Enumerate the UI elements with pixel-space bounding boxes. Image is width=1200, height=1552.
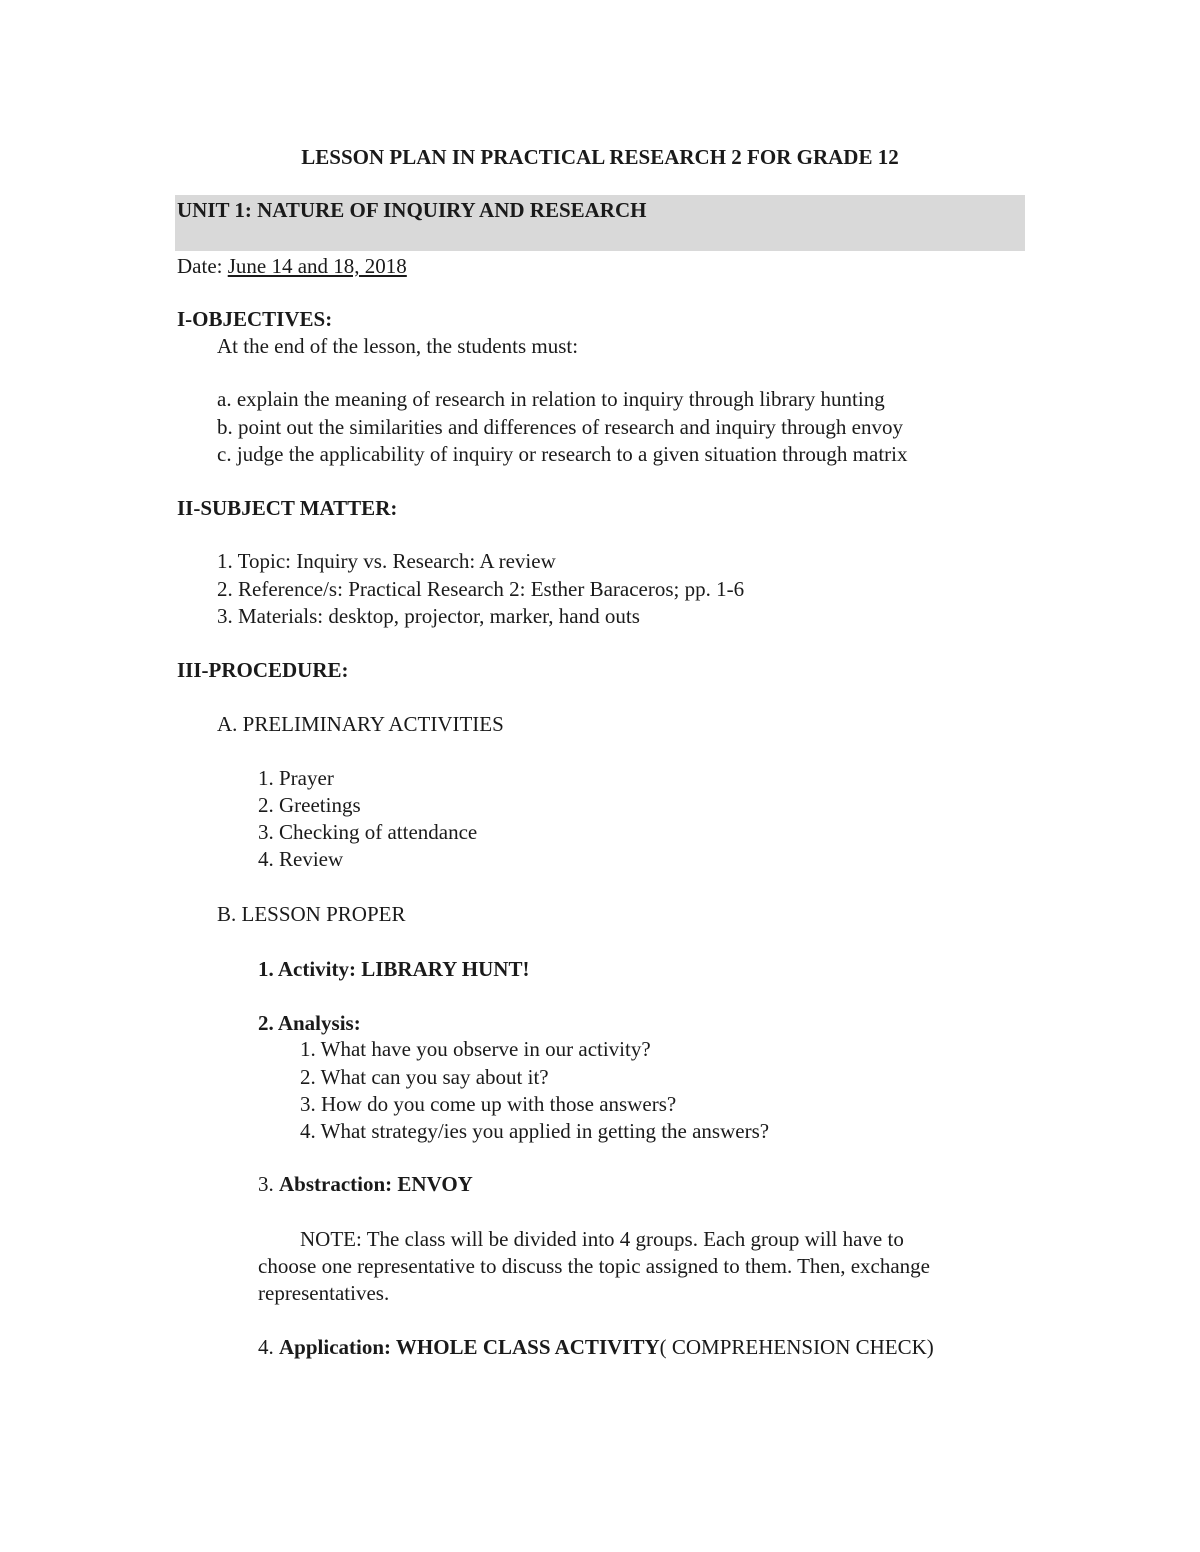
- preliminary-item: 1. Prayer: [258, 766, 334, 790]
- application-suffix: ( COMPREHENSION CHECK): [659, 1335, 934, 1359]
- subject-matter-item: 3. Materials: desktop, projector, marker, hand outs: [217, 604, 640, 628]
- objectives-intro: At the end of the lesson, the students must:: [217, 334, 579, 358]
- procedure-heading: III-PROCEDURE:: [177, 658, 349, 682]
- abstraction-number: 3.: [258, 1172, 279, 1196]
- date-line: [177, 253, 407, 280]
- analysis-question: 3. How do you come up with those answers?: [300, 1092, 677, 1116]
- application-number: 4.: [258, 1335, 279, 1359]
- subject-matter-item: 1. Topic: Inquiry vs. Research: A review: [217, 549, 556, 573]
- date-label: Date:: [177, 254, 228, 278]
- analysis-question: 1. What have you observe in our activity?: [300, 1037, 651, 1061]
- abstraction-label: Abstraction: ENVOY: [279, 1172, 473, 1196]
- analysis-question: 4. What strategy/ies you applied in getting the answers?: [300, 1119, 770, 1143]
- subject-matter-heading: II-SUBJECT MATTER:: [177, 496, 398, 520]
- unit-heading: UNIT 1: NATURE OF INQUIRY AND RESEARCH: [177, 198, 647, 222]
- note-line: NOTE: The class will be divided into 4 groups. Each group will have to: [300, 1227, 904, 1251]
- preliminary-item: 2. Greetings: [258, 793, 361, 817]
- subject-matter-item: 2. Reference/s: Practical Research 2: Esther Baraceros; pp. 1-6: [217, 577, 745, 601]
- preliminary-item: 3. Checking of attendance: [258, 820, 478, 844]
- page-title: LESSON PLAN IN PRACTICAL RESEARCH 2 FOR GRADE 12: [301, 145, 899, 169]
- note-line: choose one representative to discuss the topic assigned to them. Then, exchange: [258, 1254, 930, 1278]
- lesson-proper-heading: B. LESSON PROPER: [217, 902, 406, 926]
- activity-line: 1. Activity: LIBRARY HUNT!: [258, 957, 530, 981]
- analysis-question: 2. What can you say about it?: [300, 1065, 549, 1089]
- objective-item: c. judge the applicability of inquiry or research to a given situation through matrix: [217, 442, 908, 466]
- note-line: representatives.: [258, 1281, 390, 1305]
- analysis-heading: 2. Analysis:: [258, 1011, 361, 1035]
- date-value: June 14 and 18, 2018: [227, 254, 407, 278]
- preliminary-heading: A. PRELIMINARY ACTIVITIES: [217, 712, 504, 736]
- objective-item: b. point out the similarities and differences of research and inquiry through envoy: [217, 415, 904, 439]
- objectives-heading: I-OBJECTIVES:: [177, 307, 333, 331]
- application-line: [258, 1334, 934, 1361]
- application-label: Application: WHOLE CLASS ACTIVITY: [279, 1335, 660, 1359]
- objective-item: a. explain the meaning of research in relation to inquiry through library hunting: [217, 387, 885, 411]
- preliminary-item: 4. Review: [258, 847, 344, 871]
- abstraction-line: [258, 1171, 473, 1198]
